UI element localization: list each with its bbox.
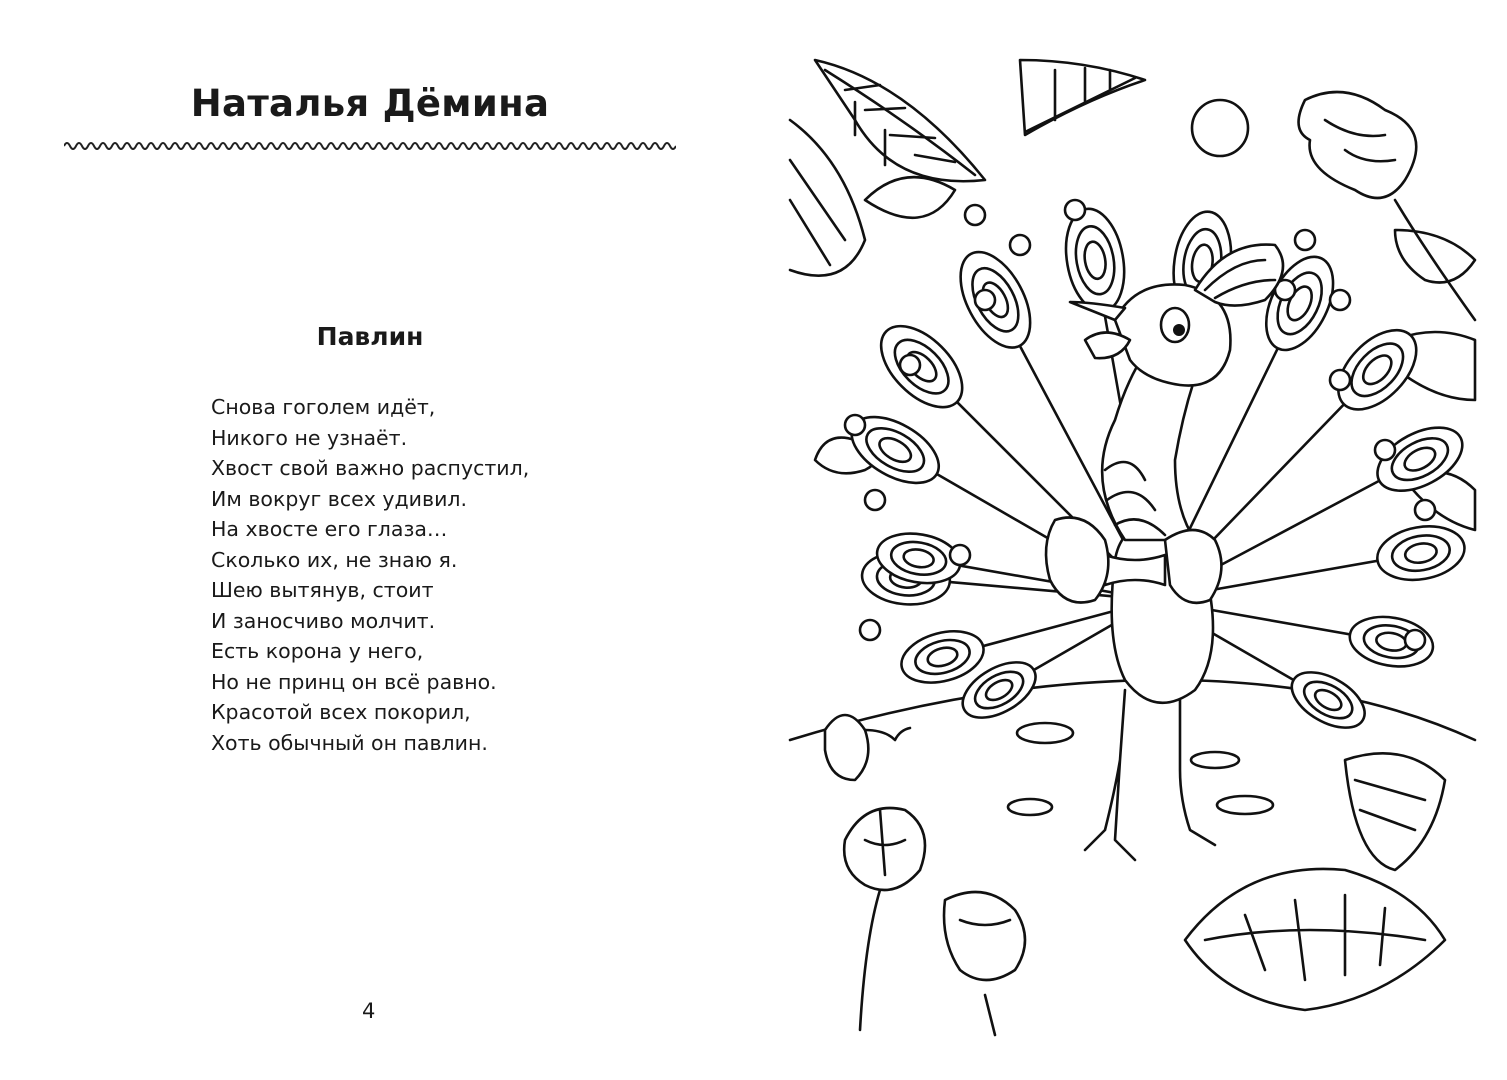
monstera-leaf	[1185, 753, 1445, 1010]
left-wing-hand	[1046, 518, 1108, 603]
poem-line: Хоть обычный он павлин.	[211, 730, 488, 755]
decor-dot	[1415, 500, 1435, 520]
poem-line: Но не принц он всё равно.	[211, 669, 497, 694]
poem-line: И заносчиво молчит.	[211, 608, 436, 633]
peacock-eye	[1161, 308, 1189, 342]
poem-line: Шею вытянув, стоит	[211, 578, 434, 602]
decor-dot	[845, 415, 865, 435]
poem-line: Есть корона у него,	[211, 639, 424, 663]
decor-dot	[975, 290, 995, 310]
bow-tie	[1105, 555, 1165, 585]
ground-spots	[1008, 723, 1273, 815]
decor-dot	[950, 545, 970, 565]
sun	[1192, 100, 1248, 156]
right-wing-hand	[1165, 530, 1221, 603]
decor-dot	[1010, 235, 1030, 255]
poem-title: Павлин	[316, 322, 424, 351]
decor-dot	[1375, 440, 1395, 460]
poem-line: Им вокруг всех удивил.	[211, 486, 468, 511]
poem-line: На хвосте его глаза…	[211, 517, 448, 541]
decor-dot	[900, 355, 920, 375]
poem-line: Никого не узнаёт.	[211, 425, 408, 450]
page-number: 4	[362, 999, 376, 1023]
poem-line: Красотой всех покорил,	[211, 700, 471, 724]
peacock-beak	[1070, 302, 1125, 320]
decor-dot	[965, 205, 985, 225]
author-name: Наталья Дёмина	[190, 82, 550, 125]
decor-dot	[1065, 200, 1085, 220]
decor-dot	[1330, 290, 1350, 310]
flower-bottom-center	[944, 892, 1025, 1035]
wavy-divider	[64, 138, 676, 154]
decor-dot	[1405, 630, 1425, 650]
poem-line: Хвост свой важно распустил,	[211, 456, 530, 480]
poem-body	[211, 392, 529, 758]
butterfly	[825, 715, 868, 780]
flower-bottom-left	[825, 715, 925, 1030]
decor-dot	[1330, 370, 1350, 390]
poem-line: Сколько их, не знаю я.	[211, 547, 458, 572]
decor-dot	[860, 620, 880, 640]
peacock-illustration	[785, 40, 1485, 1040]
poem-line: Снова гоголем идёт,	[211, 395, 436, 419]
peacock-legs	[1085, 690, 1215, 860]
decor-dot	[865, 490, 885, 510]
decor-dot	[1295, 230, 1315, 250]
